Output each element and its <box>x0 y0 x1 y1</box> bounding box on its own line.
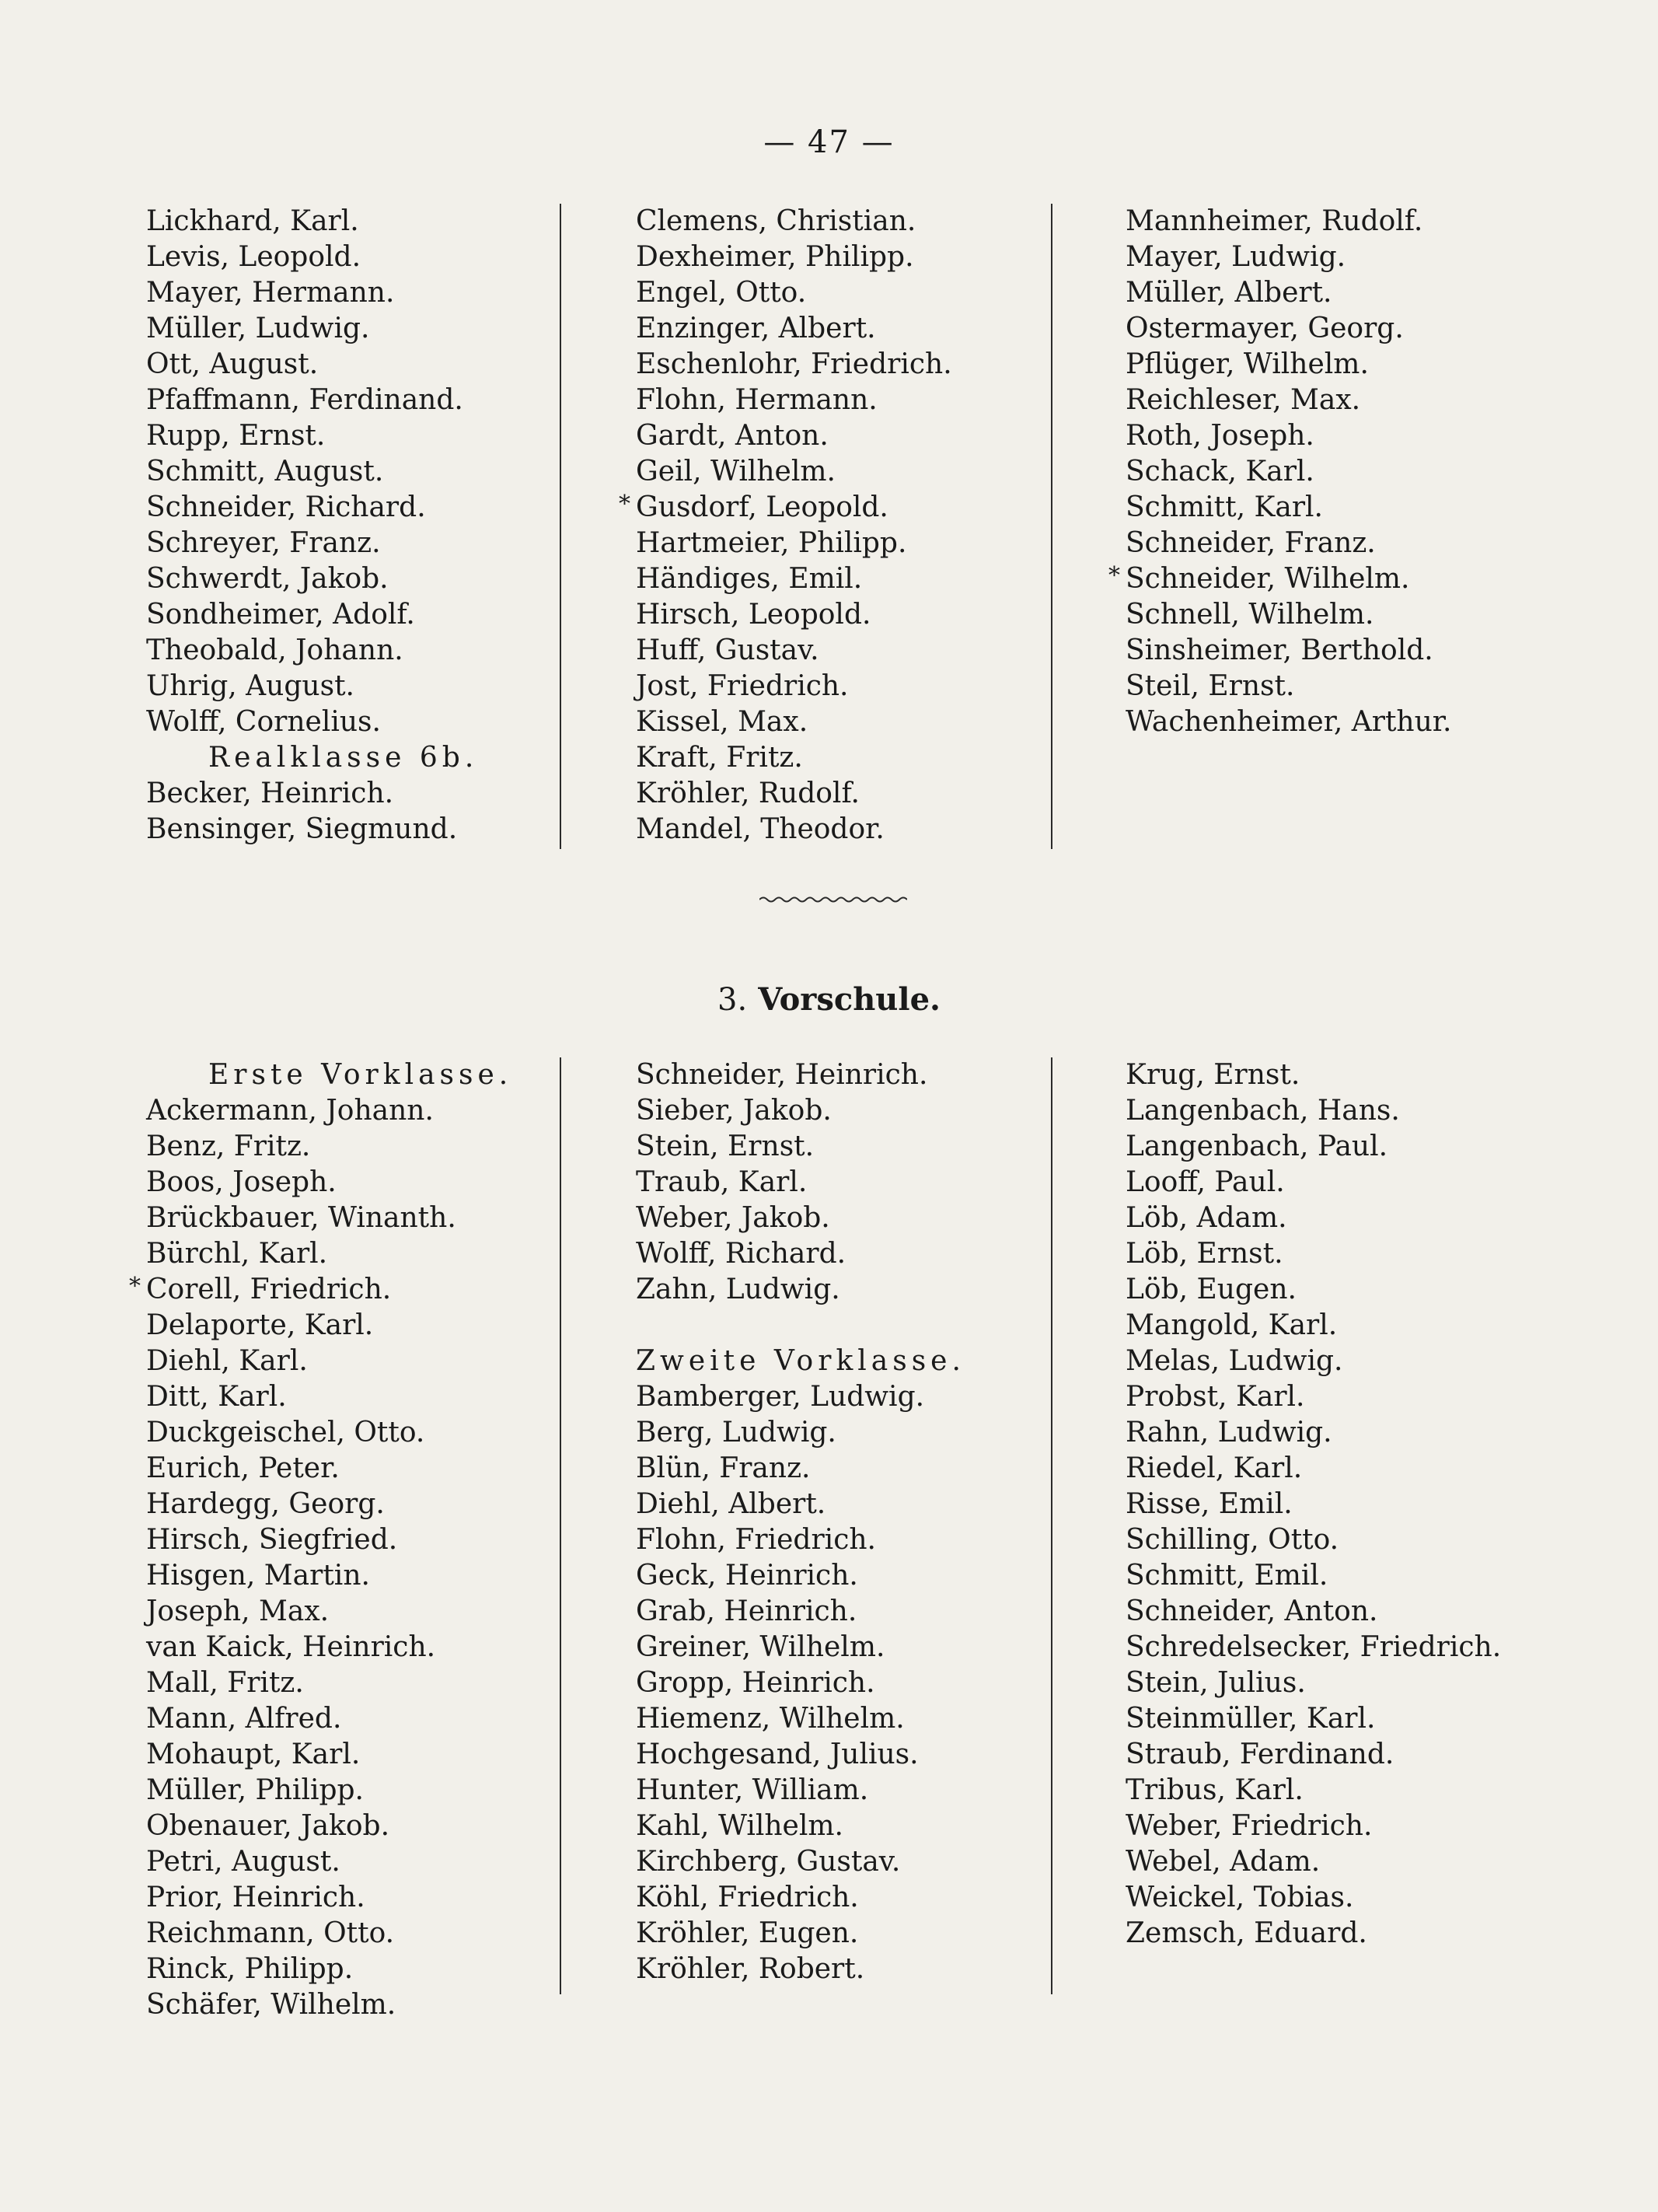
name-entry: Stein, Julius. <box>1126 1667 1306 1699</box>
name-entry: Levis, Leopold. <box>146 241 361 273</box>
lower-column-2 <box>636 1057 1071 1987</box>
name-entry: Rupp, Ernst. <box>146 420 326 452</box>
section-number: 3. <box>717 982 748 1018</box>
name-entry: Schmitt, Karl. <box>1126 491 1324 523</box>
name-entry: Pfaffmann, Ferdinand. <box>146 384 463 416</box>
name-entry: Kröhler, Robert. <box>636 1953 865 1985</box>
name-entry: Schmitt, Emil. <box>1126 1560 1328 1592</box>
name-entry: Kröhler, Rudolf. <box>636 778 860 809</box>
name-entry: Gropp, Heinrich. <box>636 1667 875 1699</box>
name-entry: Theobald, Johann. <box>146 634 403 666</box>
name-entry: Rahn, Ludwig. <box>1126 1417 1332 1448</box>
name-entry: Schneider, Heinrich. <box>636 1059 928 1091</box>
name-entry: Schneider, Franz. <box>1126 527 1376 559</box>
name-entry: Ostermayer, Georg. <box>1126 313 1404 344</box>
name-entry: Hisgen, Martin. <box>146 1560 370 1592</box>
decorative-wavy-rule <box>759 896 907 903</box>
name-entry: Prior, Heinrich. <box>146 1882 365 1913</box>
name-entry: Geck, Heinrich. <box>636 1560 858 1592</box>
name-entry: Ott, August. <box>146 348 319 380</box>
name-entry: Mohaupt, Karl. <box>146 1738 361 1770</box>
name-entry: Delaporte, Karl. <box>146 1309 374 1341</box>
name-entry: Kirchberg, Gustav. <box>636 1846 901 1878</box>
name-entry: Webel, Adam. <box>1126 1846 1321 1878</box>
name-entry: Bürchl, Karl. <box>146 1238 328 1270</box>
lower-name-list <box>140 1057 1502 2021</box>
name-entry: Diehl, Albert. <box>636 1488 826 1520</box>
name-entry: * Gusdorf, Leopold. <box>636 490 1071 526</box>
erste-vorklasse-heading: Erste Vorklasse. <box>208 1059 513 1091</box>
name-entry: Steinmüller, Karl. <box>1126 1703 1376 1735</box>
name-entry: Hartmeier, Philipp. <box>636 527 907 559</box>
lower-column-1 <box>146 1057 581 2023</box>
name-entry: Flohn, Friedrich. <box>636 1524 876 1556</box>
name-entry: * Schneider, Wilhelm. <box>1126 561 1561 597</box>
name-entry: Probst, Karl. <box>1126 1381 1305 1413</box>
name-entry: Engel, Otto. <box>636 277 807 309</box>
name-entry: Uhrig, August. <box>146 670 354 702</box>
name-entry: Wachenheimer, Arthur. <box>1126 706 1452 738</box>
name-entry: Schneider, Anton. <box>1126 1595 1378 1627</box>
name-entry: Stein, Ernst. <box>636 1130 815 1162</box>
name-entry: Enzinger, Albert. <box>636 313 876 344</box>
name-entry: Mandel, Theodor. <box>636 813 885 845</box>
name-entry: Sieber, Jakob. <box>636 1095 832 1127</box>
name-entry: Mayer, Ludwig. <box>1126 241 1346 273</box>
upper-column-2 <box>636 204 1071 847</box>
zweite-vorklasse-heading: Zweite Vorklasse. <box>636 1345 965 1377</box>
column-divider <box>560 204 561 849</box>
name-entry: Reichleser, Max. <box>1126 384 1361 416</box>
name-entry: Schilling, Otto. <box>1126 1524 1339 1556</box>
lower-column-3 <box>1126 1057 1561 1952</box>
name-entry: Kraft, Fritz. <box>636 742 803 774</box>
name-entry: Rinck, Philipp. <box>146 1953 354 1985</box>
realklasse-6b-heading: Realklasse 6b. <box>208 742 479 774</box>
upper-name-list <box>140 204 1461 861</box>
name-entry: Bamberger, Ludwig. <box>636 1381 925 1413</box>
name-entry: Weber, Jakob. <box>636 1202 830 1234</box>
column-divider <box>1051 1057 1052 1994</box>
name-entry: Eurich, Peter. <box>146 1452 340 1484</box>
name-entry: Becker, Heinrich. <box>146 778 394 809</box>
name-entry: Petri, August. <box>146 1846 340 1878</box>
name-entry: Hardegg, Georg. <box>146 1488 385 1520</box>
name-entry: Schredelsecker, Friedrich. <box>1126 1631 1502 1663</box>
name-entry: Schmitt, August. <box>146 456 384 487</box>
name-entry: Löb, Adam. <box>1126 1202 1287 1234</box>
name-entry: Mall, Fritz. <box>146 1667 304 1699</box>
name-entry: Bensinger, Siegmund. <box>146 813 458 845</box>
name-entry: Müller, Philipp. <box>146 1774 365 1806</box>
name-entry: Clemens, Christian. <box>636 205 916 237</box>
name-entry: Schneider, Richard. <box>146 491 426 523</box>
name-entry: Hiemenz, Wilhelm. <box>636 1703 905 1735</box>
section-title: Vorschule. <box>758 981 941 1018</box>
name-entry: Zemsch, Eduard. <box>1126 1917 1367 1949</box>
name-entry: Straub, Ferdinand. <box>1126 1738 1394 1770</box>
name-entry: Sondheimer, Adolf. <box>146 599 415 631</box>
column-divider <box>560 1057 561 1994</box>
name-entry: Ackermann, Johann. <box>146 1095 434 1127</box>
name-entry: Hunter, William. <box>636 1774 869 1806</box>
name-entry: Wolff, Cornelius. <box>146 706 381 738</box>
name-entry: van Kaick, Heinrich. <box>146 1631 436 1663</box>
name-entry: Joseph, Max. <box>146 1595 330 1627</box>
name-entry: Riedel, Karl. <box>1126 1452 1303 1484</box>
name-entry: Traub, Karl. <box>636 1166 808 1198</box>
name-entry: Schnell, Wilhelm. <box>1126 599 1374 631</box>
section-heading <box>0 981 1658 1018</box>
name-entry: Obenauer, Jakob. <box>146 1810 390 1842</box>
name-entry: Brückbauer, Winanth. <box>146 1202 456 1234</box>
name-entry: Flohn, Hermann. <box>636 384 878 416</box>
name-entry: Löb, Ernst. <box>1126 1238 1283 1270</box>
name-entry: Roth, Joseph. <box>1126 420 1314 452</box>
column-divider <box>1051 204 1052 849</box>
name-entry: Ditt, Karl. <box>146 1381 287 1413</box>
name-entry: Müller, Ludwig. <box>146 313 370 344</box>
name-entry: Köhl, Friedrich. <box>636 1882 859 1913</box>
name-entry: Kröhler, Eugen. <box>636 1917 859 1949</box>
name-entry: Risse, Emil. <box>1126 1488 1293 1520</box>
name-entry: Huff, Gustav. <box>636 634 819 666</box>
name-entry: Duckgeischel, Otto. <box>146 1417 425 1448</box>
name-entry: Hirsch, Siegfried. <box>146 1524 398 1556</box>
name-entry: Krug, Ernst. <box>1126 1059 1300 1091</box>
name-entry: Wolff, Richard. <box>636 1238 846 1270</box>
name-entry: Mannheimer, Rudolf. <box>1126 205 1423 237</box>
name-entry: Geil, Wilhelm. <box>636 456 836 487</box>
name-entry: Eschenlohr, Friedrich. <box>636 348 952 380</box>
name-entry: Weickel, Tobias. <box>1126 1882 1354 1913</box>
name-entry: Müller, Albert. <box>1126 277 1332 309</box>
name-entry: Reichmann, Otto. <box>146 1917 395 1949</box>
name-entry: Jost, Friedrich. <box>636 670 849 702</box>
name-entry: Benz, Fritz. <box>146 1130 311 1162</box>
name-entry: Kahl, Wilhelm. <box>636 1810 843 1842</box>
name-entry: Pflüger, Wilhelm. <box>1126 348 1369 380</box>
page-number: — 47 — <box>763 124 895 160</box>
name-entry: Tribus, Karl. <box>1126 1774 1304 1806</box>
name-entry: Greiner, Wilhelm. <box>636 1631 885 1663</box>
name-entry: Mayer, Hermann. <box>146 277 395 309</box>
name-entry: Mangold, Karl. <box>1126 1309 1338 1341</box>
name-entry: Langenbach, Hans. <box>1126 1095 1400 1127</box>
name-entry: Schack, Karl. <box>1126 456 1314 487</box>
name-entry: Boos, Joseph. <box>146 1166 337 1198</box>
name-entry: Blün, Franz. <box>636 1452 811 1484</box>
name-entry: Hirsch, Leopold. <box>636 599 871 631</box>
name-entry: Löb, Eugen. <box>1126 1274 1297 1305</box>
name-entry: Schreyer, Franz. <box>146 527 381 559</box>
upper-column-3 <box>1126 204 1561 740</box>
name-entry: Gardt, Anton. <box>636 420 829 452</box>
name-entry: Looff, Paul. <box>1126 1166 1285 1198</box>
name-entry: Kissel, Max. <box>636 706 808 738</box>
name-entry: Melas, Ludwig. <box>1126 1345 1343 1377</box>
name-entry: Schwerdt, Jakob. <box>146 563 389 595</box>
upper-column-1 <box>146 204 581 847</box>
name-entry: Weber, Friedrich. <box>1126 1810 1373 1842</box>
name-entry: Schäfer, Wilhelm. <box>146 1989 396 2021</box>
name-entry: Sinsheimer, Berthold. <box>1126 634 1433 666</box>
name-entry: Berg, Ludwig. <box>636 1417 836 1448</box>
name-entry: Zahn, Ludwig. <box>636 1274 840 1305</box>
name-entry: Steil, Ernst. <box>1126 670 1295 702</box>
name-entry: Langenbach, Paul. <box>1126 1130 1388 1162</box>
name-entry: Händiges, Emil. <box>636 563 863 595</box>
name-entry: Dexheimer, Philipp. <box>636 241 914 273</box>
name-entry: Diehl, Karl. <box>146 1345 308 1377</box>
name-entry: Lickhard, Karl. <box>146 205 359 237</box>
name-entry: Mann, Alfred. <box>146 1703 342 1735</box>
name-entry: Grab, Heinrich. <box>636 1595 857 1627</box>
name-entry: Hochgesand, Julius. <box>636 1738 919 1770</box>
name-entry: * Corell, Friedrich. <box>146 1272 581 1308</box>
